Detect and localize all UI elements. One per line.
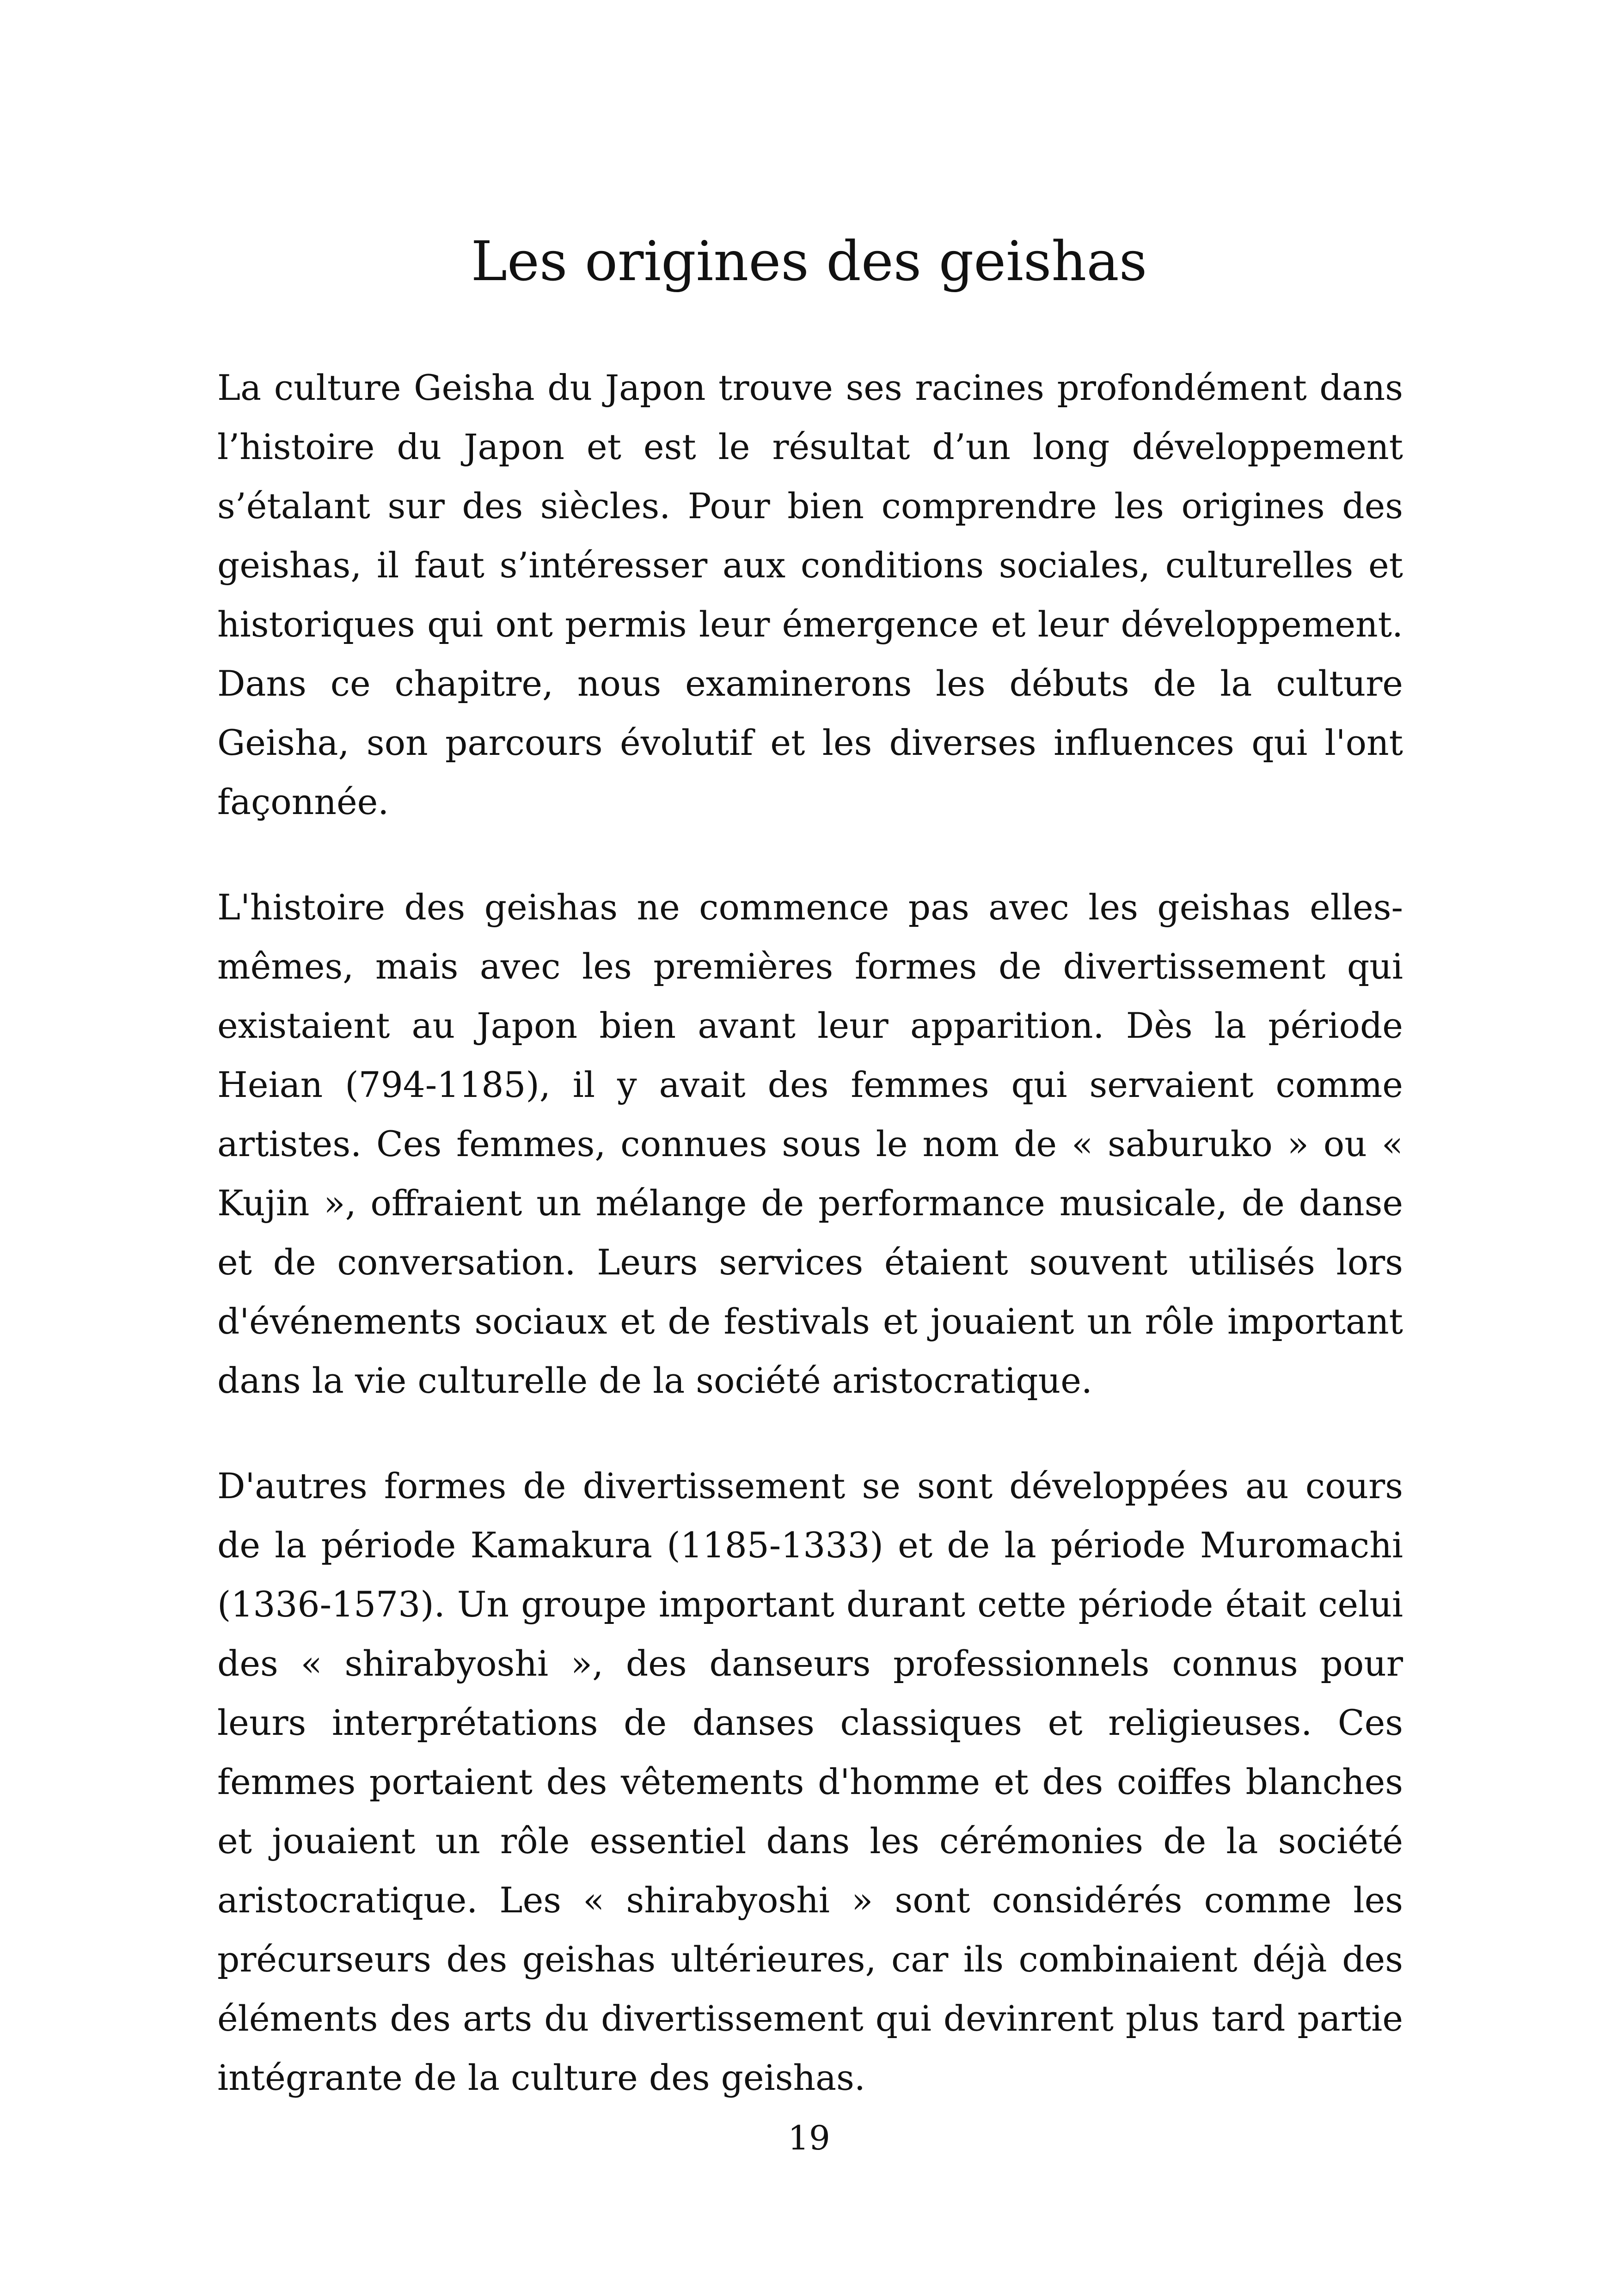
page-number: 19 [788, 2118, 830, 2157]
chapter-title: Les origines des geishas [471, 229, 1147, 293]
paragraph-1: La culture Geisha du Japon trouve ses racines profondément dans l’histoire du Japon et est le résultat d’un long développement s’étalant sur des siècles. Pour bien comprendre les origines des geishas, il faut s’intéresser aux conditions sociales, culturelles et historiques qui ont permis leur émergence et leur développement. Dans ce chapitre, nous examinerons les débuts de la culture Geisha, son parcours évolutif et les diverses influences qui l'ont façonnée. [217, 367, 1403, 822]
paragraph-3: D'autres formes de divertissement se sont développées au cours de la période Kamakura (1185-1333) et de la période Muromachi (1336-1573). Un groupe important durant cette période était celui des « shirabyoshi », des danseurs professionnels connus pour leurs interprétations de danses classiques et religieuses. Ces femmes portaient des vêtements d'homme et des coiffes blanches et jouaient un rôle essentiel dans les cérémonies de la société aristocratique. Les « shirabyoshi » sont considérés comme les précurseurs des geishas ultérieures, car ils combinaient déjà des éléments des arts du divertissement qui devinrent plus tard partie intégrante de la culture des geishas. [217, 1466, 1403, 2098]
chapter-body [217, 358, 1403, 2154]
paragraph-2: L'histoire des geishas ne commence pas avec les geishas elles-mêmes, mais avec les premières formes de divertissement qui existaient au Japon bien avant leur apparition. Dès la période Heian (794-1185), il y avait des femmes qui servaient comme artistes. Ces femmes, connues sous le nom de « saburuko » ou « Kujin », offraient un mélange de performance musicale, de danse et de conversation. Leurs services étaient souvent utilisés lors d'événements sociaux et de festivals et jouaient un rôle important dans la vie culturelle de la société aristocratique. [217, 887, 1403, 1401]
